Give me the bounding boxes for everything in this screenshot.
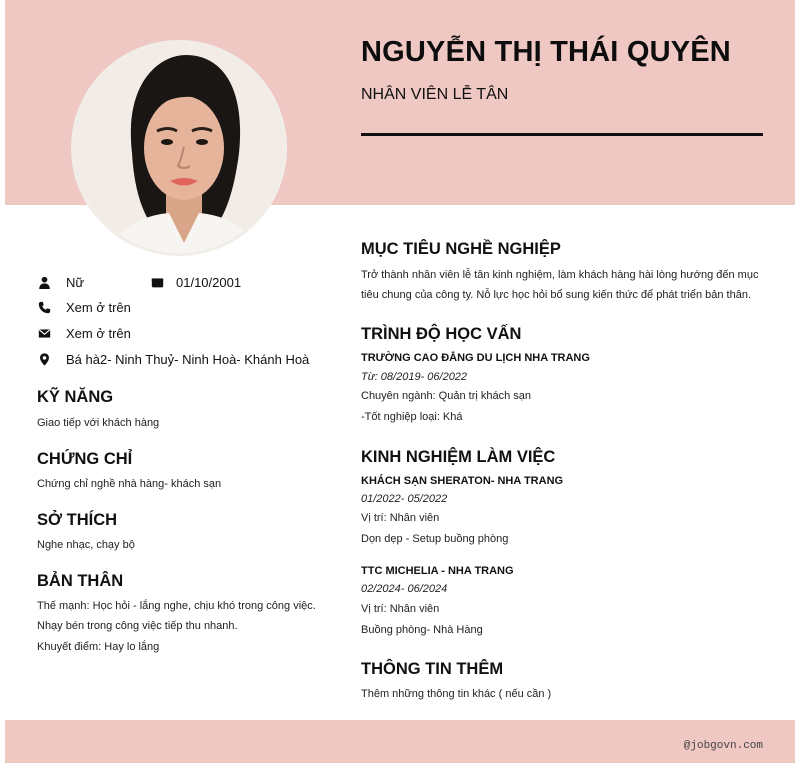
contact-address xyxy=(37,349,309,369)
contact-gender xyxy=(37,272,84,292)
self-line: Nhạy bén trong công việc tiếp thu nhanh. xyxy=(37,620,238,632)
job-duty: Dọn dẹp - Setup buồng phòng xyxy=(361,533,509,545)
hobbies-text: Nghe nhạc, chạy bộ xyxy=(37,539,135,551)
education-school: TRƯỜNG CAO ĐẲNG DU LỊCH NHA TRANG xyxy=(361,352,590,364)
job-period: 01/2022- 05/2022 xyxy=(361,493,448,505)
header-divider xyxy=(361,133,763,136)
job-duty: Buồng phòng- Nhà Hàng xyxy=(361,624,483,636)
contact-dob xyxy=(151,272,241,292)
phone-icon xyxy=(37,300,51,314)
candidate-name: NGUYỄN THỊ THÁI QUYÊN xyxy=(361,36,731,68)
cv-page xyxy=(5,0,795,763)
dob-value: 01/10/2001 xyxy=(176,274,242,290)
objective-title: MỤC TIÊU NGHỀ NGHIỆP xyxy=(361,240,561,258)
person-icon xyxy=(37,275,51,289)
hobbies-title: SỞ THÍCH xyxy=(37,511,118,529)
location-icon xyxy=(37,352,51,366)
extra-title: THÔNG TIN THÊM xyxy=(361,660,504,678)
certificates-text: Chứng chỉ nghề nhà hàng- khách sạn xyxy=(37,478,222,490)
self-line: Thế mạnh: Học hỏi - lắng nghe, chịu khó trong công việc. xyxy=(37,600,316,612)
mail-icon xyxy=(37,326,51,340)
contact-phone xyxy=(37,297,131,317)
self-title: BẢN THÂN xyxy=(37,572,124,590)
job-company: TTC MICHELIA - NHA TRANG xyxy=(361,565,514,577)
education-title: TRÌNH ĐỘ HỌC VẤN xyxy=(361,325,522,343)
email-value: Xem ở trên xyxy=(66,325,131,341)
profile-photo xyxy=(71,40,287,256)
extra-text: Thêm những thông tin khác ( nếu cần ) xyxy=(361,688,552,700)
certificates-title: CHỨNG CHỈ xyxy=(37,450,133,468)
gender-value: Nữ xyxy=(66,274,85,290)
job-company: KHÁCH SẠN SHERATON- NHA TRANG xyxy=(361,475,564,487)
footer-brand[interactable]: @jobgovn.com xyxy=(683,740,763,752)
job-position: Vị trí: Nhân viên xyxy=(361,603,440,615)
education-grade: -Tốt nghiệp loại: Khá xyxy=(361,411,463,423)
candidate-role: NHÂN VIÊN LỄ TÂN xyxy=(361,86,509,103)
contact-email xyxy=(37,323,131,343)
calendar-icon xyxy=(151,275,165,289)
job-period: 02/2024- 06/2024 xyxy=(361,583,448,595)
job-position: Vị trí: Nhân viên xyxy=(361,512,440,524)
experience-title: KINH NGHIỆM LÀM VIỆC xyxy=(361,448,556,466)
self-line: Khuyết điểm: Hay lo lắng xyxy=(37,641,160,653)
skills-text: Giao tiếp với khách hàng xyxy=(37,417,160,429)
education-period: Từ: 08/2019- 06/2022 xyxy=(361,371,468,383)
phone-value: Xem ở trên xyxy=(66,299,131,315)
address-value: Bá hà2- Ninh Thuỷ- Ninh Hoà- Khánh Hoà xyxy=(66,351,310,367)
education-major: Chuyên ngành: Quản trị khách sạn xyxy=(361,390,532,402)
skills-title: KỸ NĂNG xyxy=(37,388,114,406)
objective-text: Trở thành nhân viên lễ tân kinh nghiệm, làm khách hàng hài lòng hướng đến mục tiêu chung của công ty. Nỗ lực học hỏi bổ sung kiến thức để phát triển bản thân. xyxy=(361,269,759,301)
footer-band xyxy=(5,720,795,763)
